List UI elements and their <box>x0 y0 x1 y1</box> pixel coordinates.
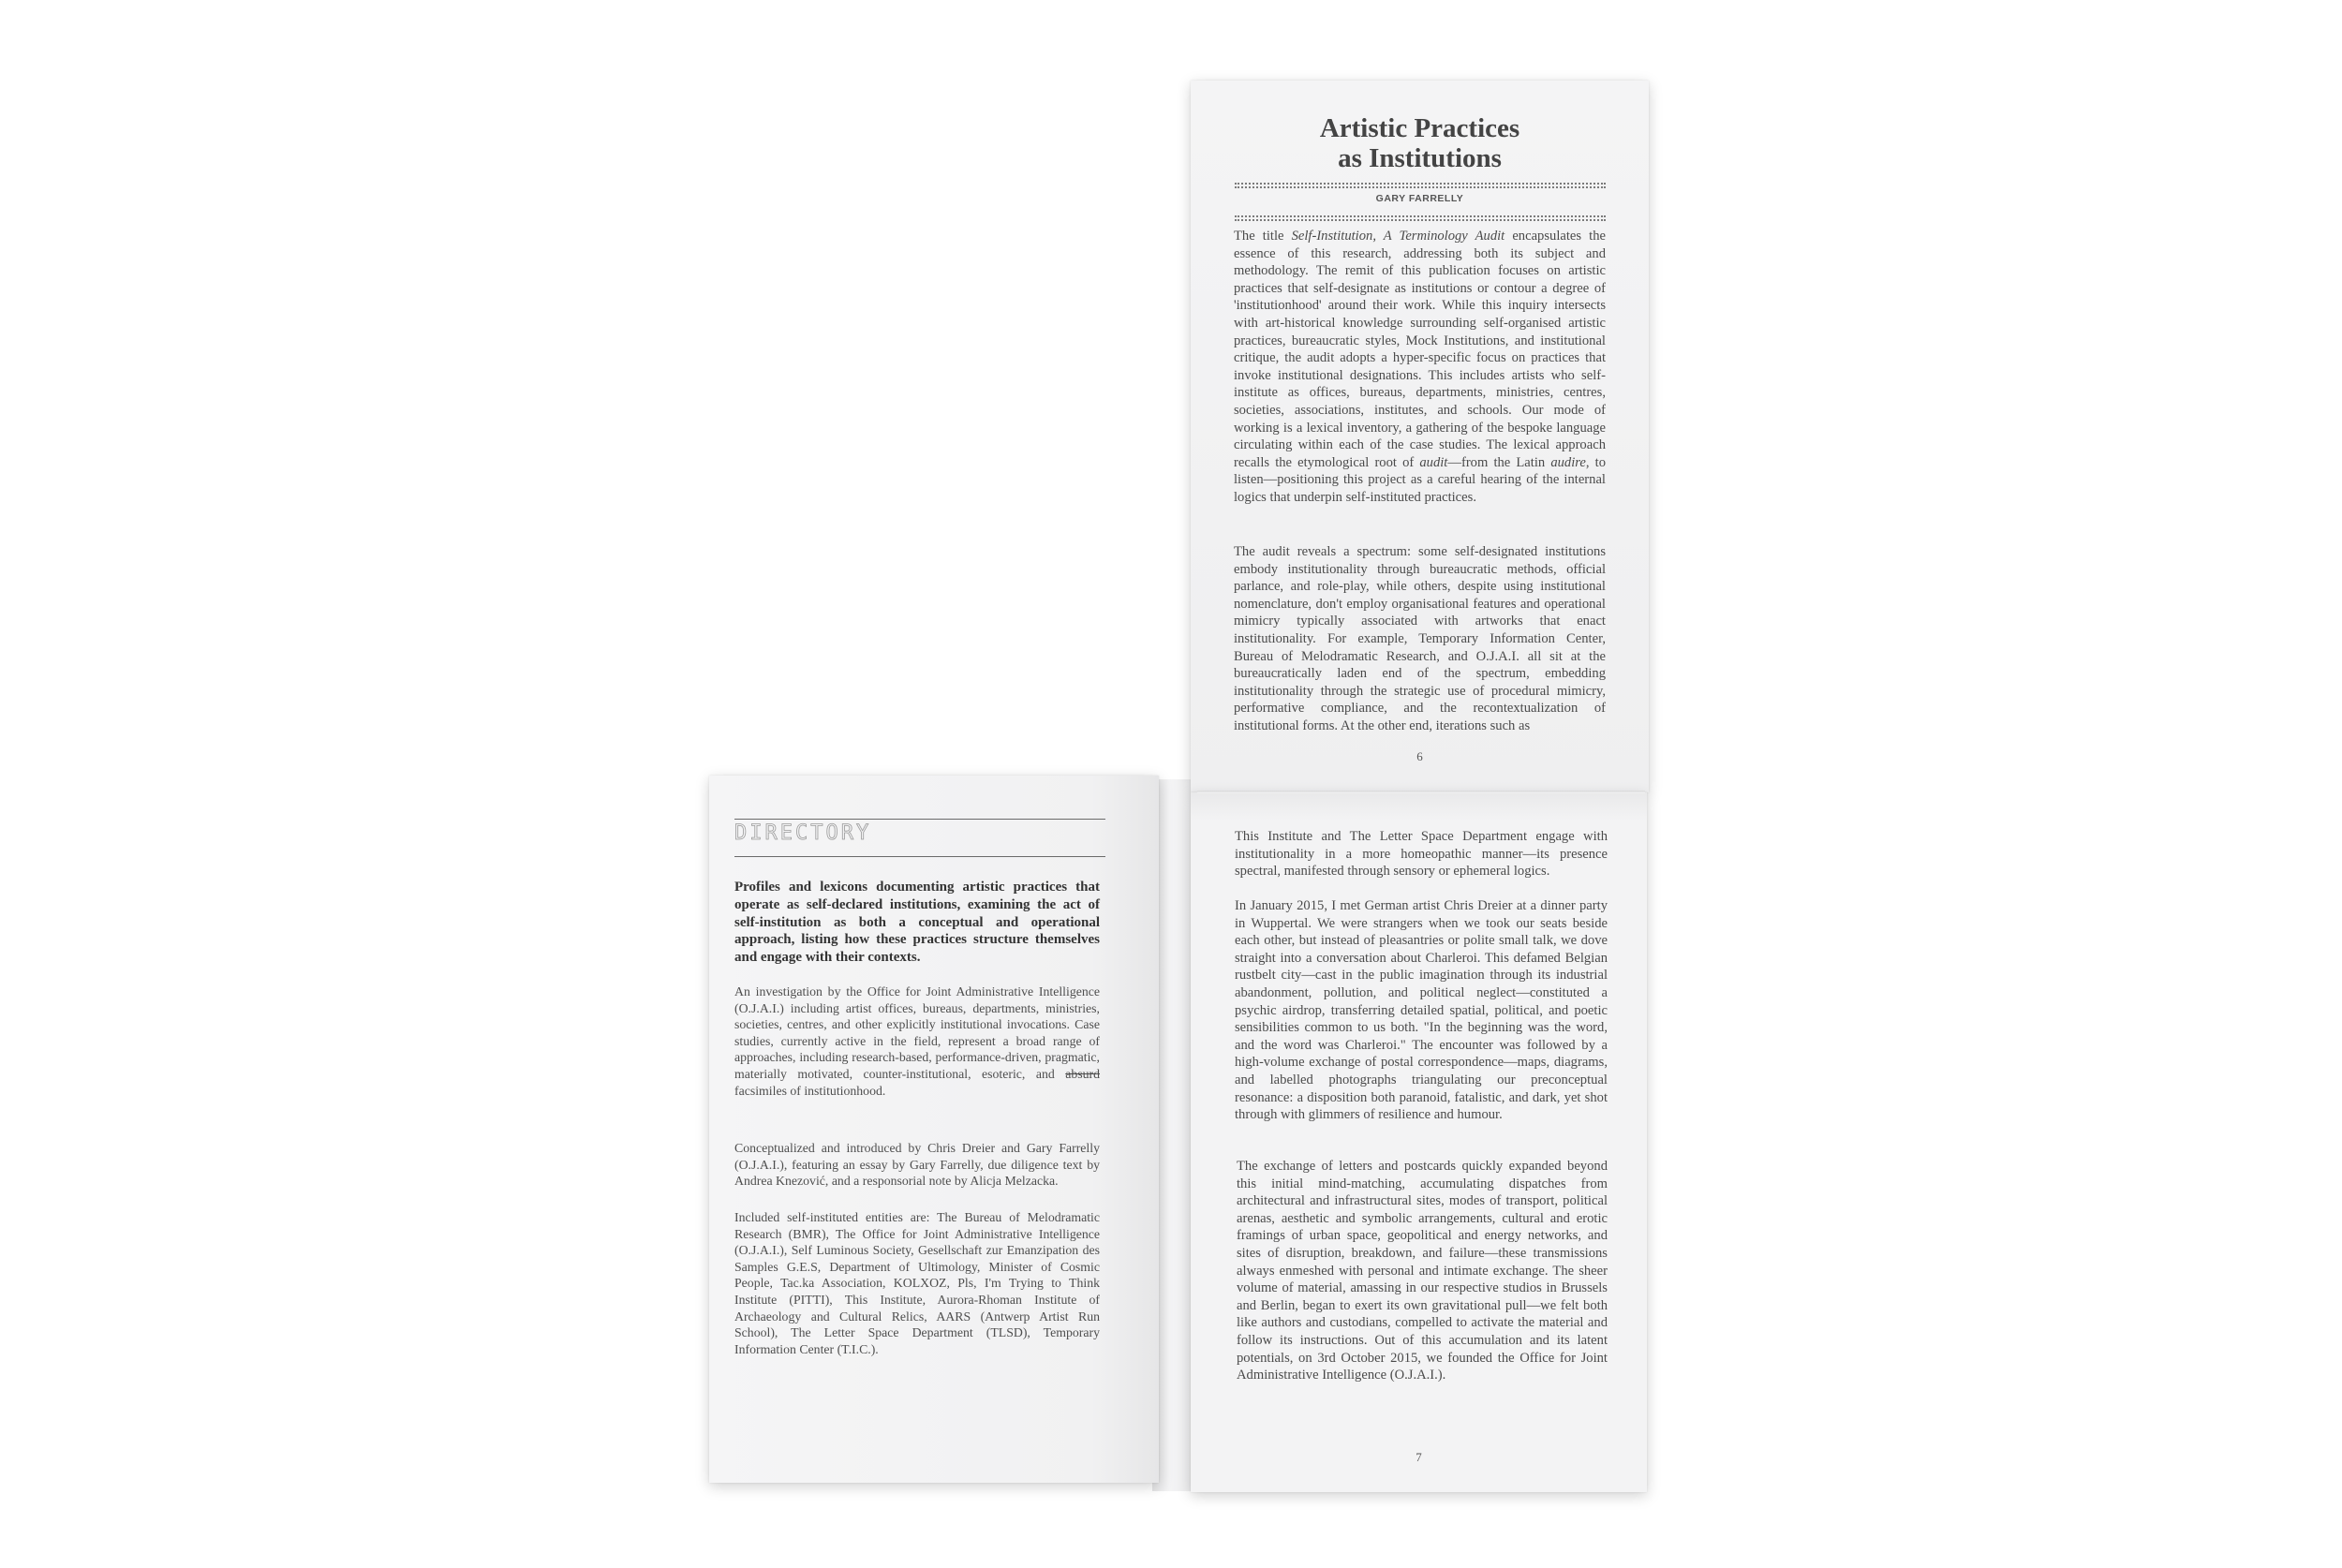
lead-paragraph: Profiles and lexicons documenting artistic practices that operate as self-declared institutions, examining the act of self-institution as both a conceptual and operational approach, listing how these practices structure themselves and engage with their contexts. <box>734 880 1100 966</box>
investigation-paragraph <box>734 984 1100 1099</box>
author-name: GARY FARRELLY <box>1375 193 1464 204</box>
p1-text-b: encapsulates the essence of this research, addressing both its subject and methodology. The remit of this publication focuses on artistic practices that self-designate as institutions or contour a degree of 'institutionhood' around their work. While this inquiry intersects with art-historical knowledge surrounding self-organised artistic practices, bureaucratic styles, Mock Institutions, and institutional critique, the audit adopts a hyper-specific focus on practices that invoke institutional designations. This includes artists who self-institute as offices, bureaus, departments, ministries, centres, societies, associations, institutes, and schools. Our mode of working is a lexical inventory, a gathering of the bespoke language circulating within each of the case studies. The lexical approach recalls the etymological root of <box>1234 229 1606 470</box>
directory-heading: DIRECTORY <box>734 821 872 845</box>
p1-italic-audire: audire <box>1550 454 1586 470</box>
essay-paragraph-5: The exchange of letters and postcards quickly expanded beyond this initial mind-matching, accumulating dispatches from architectural and infrastructural sites, modes of transport, political arenas, aesthetic and symbolic arrangements, cultural and erotic framings of urban space, geopolitical and energy networks, and sites of disruption, breakdown, and failure—these transmissions always enmeshed with personal and intimate exchange. The sheer volume of material, amassing in our respective studios in Brussels and Berlin, began to exert its own gravitational pull—we felt both like authors and custodians, compelled to activate the material and follow its instructions. Out of this accumulation and its latent potentials, on 3rd October 2015, we founded the Office for Joint Administrative Intelligence (O.J.A.I.). <box>1237 1159 1608 1383</box>
page-number-6: 6 <box>1416 749 1423 763</box>
title-dotted-rule-top-2 <box>1235 186 1606 188</box>
p1-italic-audit: audit <box>1419 454 1448 470</box>
essay-paragraph-3: This Institute and The Letter Space Department engage with institutionality in a more homeopathic manner—its presence spectral, manifested through sensory or ephemeral logics. <box>1235 829 1608 880</box>
struck-word: absurd <box>1065 1066 1100 1081</box>
title-dotted-rule-top <box>1235 183 1606 185</box>
credits-paragraph: Conceptualized and introduced by Chris Dreier and Gary Farrelly (O.J.A.I.), featuring an essay by Gary Farrelly, due diligence text by Andrea Knezović, and a responsorial note by Alicja Melzacka. <box>734 1141 1100 1189</box>
p1-text-d: , to listen—positioning this project as a careful hearing of the internal logics that underpin self-instituted practices. <box>1234 454 1606 505</box>
title-line-2: as Institutions <box>1338 143 1502 173</box>
author-dotted-rule <box>1235 215 1606 217</box>
investigation-text: An investigation by the Office for Joint Administrative Intelligence (O.J.A.I.) including artist offices, bureaus, departments, ministries, societies, centres, and other explicitly institutional invocations. Case studies, currently active in the field, represent a broad range of approaches, including research-based, performance-driven, pragmatic, materially motivated, counter-institutional, esoteric, and <box>734 984 1100 1081</box>
essay-paragraph-1 <box>1234 228 1606 507</box>
p1-text-c: —from the Latin <box>1447 454 1551 470</box>
heading-rule-top <box>734 819 1105 820</box>
heading-rule-bottom <box>734 856 1105 857</box>
author-dotted-rule-2 <box>1235 219 1606 221</box>
investigation-text-end: facsimiles of institutionhood. <box>734 1083 886 1098</box>
p1-text-a: The title <box>1234 229 1292 244</box>
article-title <box>1191 113 1649 173</box>
page-number-7: 7 <box>1416 1450 1422 1464</box>
title-line-1: Artistic Practices <box>1319 113 1520 143</box>
fold-crease <box>1197 791 1645 793</box>
essay-paragraph-2: The audit reveals a spectrum: some self-designated institutions embody institutionality through bureaucratic methods, official parlance, and role-play, while others, despite using institutional nomenclature, don't employ organisational features and operational mimicry typically associated with artworks that enact institutionality. For example, Temporary Information Center, Bureau of Melodramatic Research, and O.J.A.I. all sit at the bureaucratically laden end of the spectrum, embedding institutionality through the strategic use of procedural mimicry, performative compliance, and the recontextualization of institutional forms. At the other end, iterations such as <box>1234 544 1606 733</box>
included-entities-paragraph: Included self-instituted entities are: The Bureau of Melodramatic Research (BMR), The Office for Joint Administrative Intelligence (O.J.A.I.), Self Luminous Society, Gesellschaft zur Emanzipation des Samples G.E.S, Department of Ultimology, Minister of Cosmic People, Tac.ka Association, KOLXOZ, Pls, I'm Trying to Think Institute (PITTI), This Institute, Aurora-Rhoman Institute of Archaeology and Cultural Relics, AARS (Antwerp Artist Run School), The Letter Space Department (TLSD), Temporary Information Center (T.I.C.). <box>734 1210 1100 1356</box>
p1-italic-title: Self-Institution, A Terminology Audit <box>1291 229 1505 244</box>
essay-paragraph-4: In January 2015, I met German artist Chris Dreier at a dinner party in Wuppertal. We were strangers when we took our seats beside each other, but instead of pleasantries or polite small talk, we dove straight into a conversation about Charleroi. This defamed Belgian rustbelt city—cast in the public imagination through its industrial abandonment, pollution, and political neglect—constituted a psychic airdrop, transferring detailed spatial, political, and poetic sensibilities common to us both. "In the beginning was the word, and the word was Charleroi." The encounter was followed by a high-volume exchange of postal correspondence—maps, diagrams, and labelled photographs triangulating our preconceptual resonance: a disposition both paranoid, fatalistic, and dark, yet shot through with glimmers of resilience and humour. <box>1235 898 1608 1123</box>
